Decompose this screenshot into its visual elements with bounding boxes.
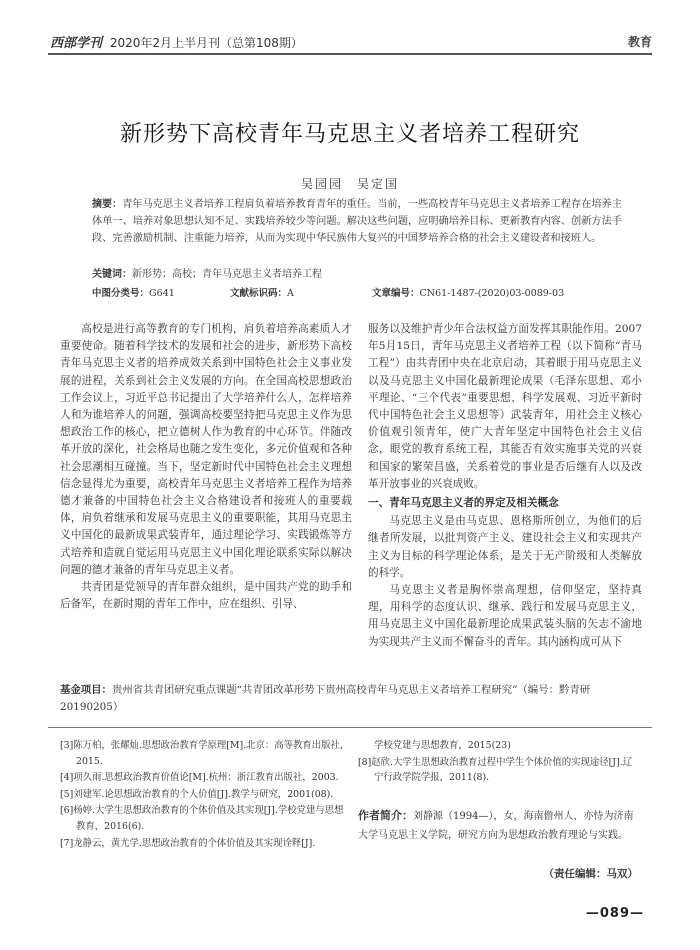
article-number: 文章编号：CN61-1487-(2020)03-0089-03 [372,288,565,299]
reference-continuation: 学校党建与思想教育，2015(23) [374,740,511,751]
responsible-editor: （责任编辑：马双） [543,868,638,880]
references-right [358,738,640,787]
section-heading: 一、青年马克思主义者的界定及相关概念 [368,497,559,510]
reference-item: [6]杨婷.大学生思想政治教育的个体价值及其实现[J].学校党建与思想教育，2016(6). [60,805,344,832]
references-left [60,738,350,852]
fund-note [60,682,642,716]
body-paragraph: 高校是进行高等教育的专门机构，肩负着培养高素质人才重要使命。随着科学技术的发展和社会的进步，新形势下高校青年马克思主义者的培养成效关系到中国特色社会主义事业发展的进程，关系到社会主义发展的方向。在全国高校思想政治工作会议上，习近平总书记提出了大学培养什么人，怎样培养人和为谁培养人的问题，强调高校要坚持把马克思主义作为思想政治工作的核心，把立德树人作为教育的中心环节。伴随改革开放的深化，社会格局也随之发生变化，多元价值观和各种社会思潮相互碰撞。当下，坚定新时代中国特色社会主义理想信念显得尤为重要，高校青年马克思主义者培养工程作为培养德才兼备的中国特色社会主义合格建设者和接班人的重要载体，肩负着继承和发展马克思主义的重要职能，其用马克思主义中国化的最新成果武装青年，通过理论学习、实践锻炼等方式培养和造就自觉运用马克思主义中国化理论联系实际以解决问题的德才兼备的青年马克思主义者。 [60,323,352,576]
reference-item: [4]项久雨.思想政治教育价值论[M].杭州：浙江教育出版社，2003. [60,772,339,784]
abstract-text: 青年马克思主义者培养工程肩负着培养教育青年的重任。当前，一些高校青年马克思主义者培养工程存在培养主体单一、培养对象思想认知不足、实践培养较少等问题。解决这些问题，应明确培养目标、更新教育内容、创新方法手段、完善激励机制、注重能力培养，从而为实现中华民族伟大复兴的中国梦培养合格的社会主义建设者和接班人。 [92,199,623,244]
keywords [92,265,622,280]
reference-item: [5]刘建军.论思想政治教育的个人价值[J].教学与研究，2001(08). [60,788,334,800]
body-column-right [368,321,642,651]
issue-info: 2020年2月上半月刊（总第108期） [109,36,303,50]
journal-logo: 西部学刊 [50,36,103,51]
body-paragraph: 马克思主义是由马克思、恩格斯所创立，为他们的后继者所发展，以批判资产主义、建设社会主义和实现共产主义为目标的科学理论体系，是关于无产阶级和人类解放的科学。 [368,515,642,579]
keywords-text: 新形势；高校；青年马克思主义者培养工程 [132,269,322,280]
fund-text: 贵州省共青团研究重点课题“共青团改革形势下贵州高校青年马克思主义者培养工程研究”（编号：黔青研20190205） [60,684,591,713]
body-column-left [60,321,352,613]
clc-number: 中图分类号：G641 [92,288,175,299]
author-intro-label: 作者简介： [358,809,413,822]
abstract-label: 摘要： [92,199,123,210]
article-title: 新形势下高校青年马克思主义者培养工程研究 [119,122,580,147]
fund-rule [48,727,652,728]
author-intro-text: 刘静源（1994—），女，海南儋州人，亦恃为济南大学马克思主义学院，研究方向为思想政治教育理论与实践。 [358,811,634,841]
abstract [92,196,622,247]
reference-item: [3]陈万柏，张耀灿.思想政治教育学原理[M].北京：高等教育出版社，2015. [60,740,350,767]
document-code: 文献标识码：A [230,288,294,299]
article-authors: 吴园园 吴定国 [300,177,399,191]
reference-item: [8]赵欣.大学生思想政治教育过程中学生个体价值的实现途径[J].辽宁行政学院学报，2011(8). [358,756,633,784]
running-header [50,32,303,51]
header-rule [48,53,652,55]
page-number: —089— [585,906,644,921]
body-paragraph: 服务以及维护青少年合法权益方面发挥其职能作用。2007年5月15日，青年马克思主义者培养工程（以下简称“青马工程”）由共青团中央在北京启动，其着眼于用马克思主义以及马克思主义中国化最新理论成果（毛泽东思想、邓小平理论、“三个代表”重要思想、科学发展观、习近平新时代中国特色社会主义思想等）武装青年，用社会主义核心价值观引领青年，使广大青年坚定中国特色社会主义信念，眼党的教育系统工程，其能否有效实施事关党的兴衰和国家的繁荣昌盛，关系着党的事业是否后继有人以及改革开放事业的兴衰成败。 [368,323,642,490]
body-paragraph: 共青团是党领导的青年群众组织，是中国共产党的助手和后备军，在新时期的青年工作中，应在组织、引导、 [60,581,352,611]
fund-label: 基金项目： [60,684,112,696]
reference-item: [7]龙静云，黄尤学.思想政治教育的个体价值及其实现诠释[J]. [60,837,316,849]
section-label: 教育 [627,35,652,49]
author-intro [358,806,640,845]
keywords-label: 关键词： [92,269,132,280]
body-paragraph: 马克思主义者是胸怀崇高理想，信仰坚定，坚持真理，用科学的态度认识、继承、践行和发展马克思主义，用马克思主义中国化最新理论成果武装头脑的矢志不渝地为实现共产主义而不懈奋斗的青年。其内涵构成可从下 [368,584,642,648]
